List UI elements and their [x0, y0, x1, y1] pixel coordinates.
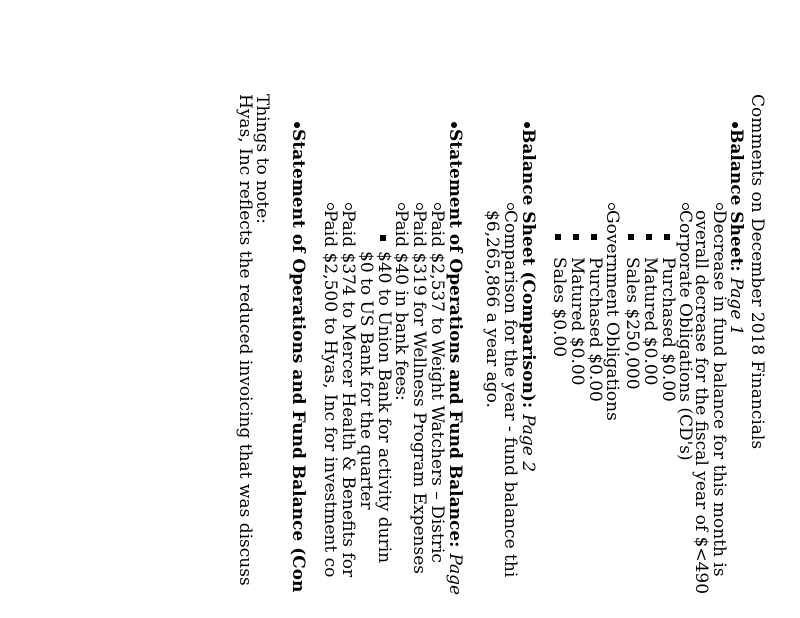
section-title-comparison: Balance Sheet (Comparison): Page 2	[518, 129, 538, 473]
page-reference: Page 1	[726, 277, 746, 336]
page-title: Comments on December 2018 Financials	[747, 94, 767, 450]
section-title-operations-comparison: Statement of Operations and Fund Balance (Con	[288, 129, 308, 593]
square-bullet-icon	[555, 234, 561, 240]
square-bullet-icon	[664, 234, 670, 240]
bullet-icon	[451, 122, 457, 128]
notes-line: Hyas, Inc reflects the reduced invoicing that was discuss	[235, 94, 255, 586]
bullet-icon	[524, 122, 530, 128]
comparison-line-1: Comparison for the year - fund balance thi	[500, 210, 520, 578]
operations-item: Paid $2,500 to Hyas, Inc for investment co	[320, 210, 340, 578]
operations-item: Paid $374 to Mercer Health & Benefits for	[338, 210, 358, 578]
circle-bullet-icon	[716, 203, 723, 210]
circle-bullet-icon	[327, 203, 334, 210]
square-bullet-icon	[646, 234, 652, 240]
page-reference: Page 2	[518, 414, 538, 473]
notes-title: Things to note:	[252, 94, 272, 224]
circle-bullet-icon	[416, 203, 423, 210]
corporate-sales: Sales $250,000	[622, 257, 642, 390]
balance-decrease-line-1: Decrease in fund balance for this month is	[709, 210, 729, 577]
square-bullet-icon	[628, 234, 634, 240]
page-reference: Page	[445, 553, 465, 596]
circle-bullet-icon	[608, 203, 615, 210]
section-title-operations: Statement of Operations and Fund Balance: Page	[445, 129, 465, 596]
operations-item: Paid $2,537 to Weight Watchers – Distric	[427, 210, 447, 563]
operations-item: Paid $319 for Wellness Program Expenses	[409, 210, 429, 575]
corporate-purchased: Purchased $0.00	[658, 257, 678, 402]
government-sales: Sales $0.00	[549, 257, 569, 358]
circle-bullet-icon	[682, 203, 689, 210]
bullet-icon	[732, 122, 738, 128]
circle-bullet-icon	[434, 203, 441, 210]
circle-bullet-icon	[345, 203, 352, 210]
bank-fee-item: $40 to Union Bank for activity durin	[374, 251, 394, 564]
government-obligations-title: Government Obligations	[602, 210, 622, 421]
corporate-obligations-title: Corporate Obligations (CD's)	[675, 210, 695, 461]
square-bullet-icon	[573, 234, 579, 240]
bullet-icon	[294, 122, 300, 128]
corporate-matured: Matured $0.00	[640, 257, 660, 386]
circle-bullet-icon	[398, 203, 405, 210]
circle-bullet-icon	[507, 203, 514, 210]
square-bullet-icon	[380, 235, 386, 241]
balance-decrease-line-2: overall decrease for the fiscal year of $<490	[691, 210, 711, 595]
bank-fee-item: $0 to US Bank for the quarter	[356, 251, 376, 510]
government-matured: Matured $0.00	[567, 257, 587, 386]
comparison-line-2: $6,265,866 a year ago.	[482, 210, 502, 408]
square-bullet-icon	[591, 234, 597, 240]
government-purchased: Purchased $0.00	[585, 257, 605, 402]
operations-item: Paid $40 in bank fees:	[391, 210, 411, 401]
section-title-balance-sheet: Balance Sheet: Page 1	[726, 129, 746, 336]
